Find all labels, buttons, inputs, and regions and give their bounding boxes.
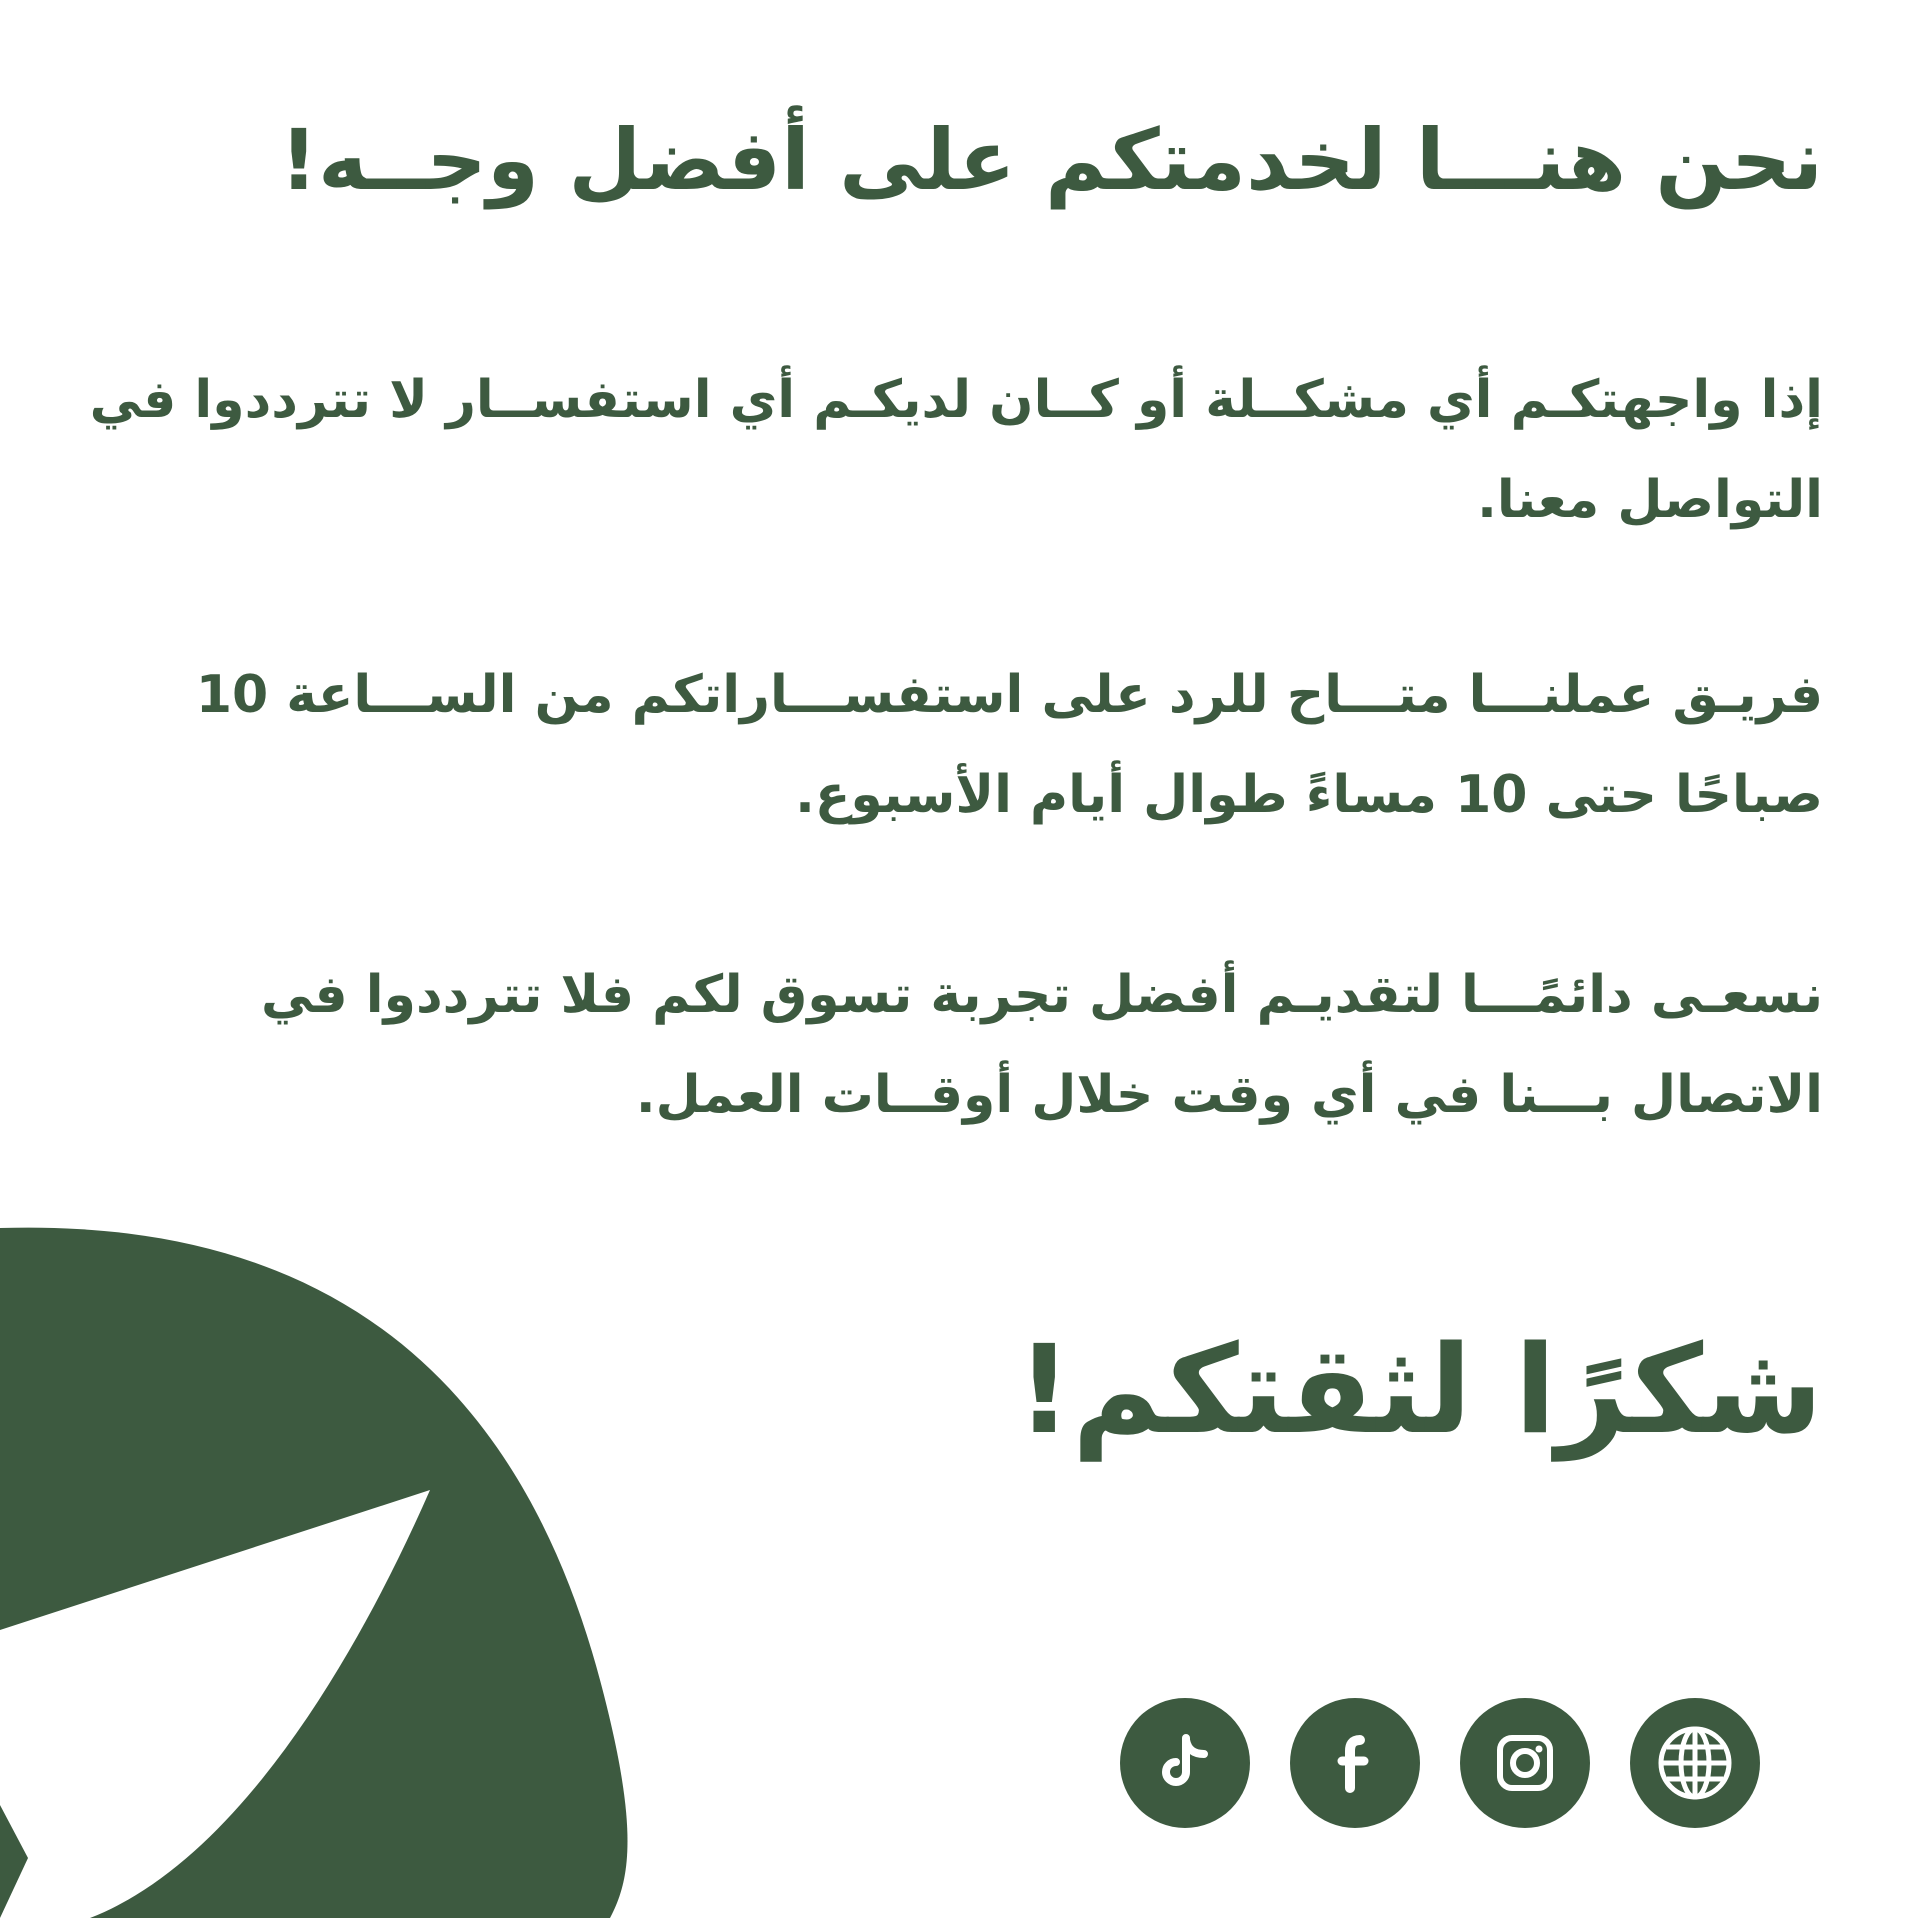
thank-you-message: شكرًا لثقتكم! [1016, 1319, 1823, 1461]
facebook-button[interactable] [1290, 1698, 1420, 1828]
globe-icon [1653, 1721, 1737, 1805]
tiktok-button[interactable] [1120, 1698, 1250, 1828]
instagram-button[interactable] [1460, 1698, 1590, 1828]
paragraph-shopping-experience: نسعـى دائمًـــا لتقديـم أفضل تجربة تسوق لكم فلا تترددوا في الاتصال بـــنا في أي وقت خلال أوقــات العمل. [261, 965, 1823, 1125]
paragraph-working-hours: فريـق عملنـــا متـــاح للرد على استفســـاراتكم من الســـاعة 10 صباحًا حتى 10 مساءً طوال أيام الأسبوع. [195, 665, 1823, 825]
website-button[interactable] [1630, 1698, 1760, 1828]
paragraph-contact-us: إذا واجهتكـم أي مشكــلة أو كــان لديكـم أي استفســار لا تترددوا في التواصل معنا. [89, 370, 1823, 530]
headline: نحن هنـــا لخدمتكم على أفضل وجــه! [279, 111, 1823, 209]
facebook-icon [1320, 1728, 1390, 1798]
instagram-icon [1490, 1728, 1560, 1798]
tiktok-icon [1150, 1728, 1220, 1798]
social-links [1120, 1698, 1820, 1828]
